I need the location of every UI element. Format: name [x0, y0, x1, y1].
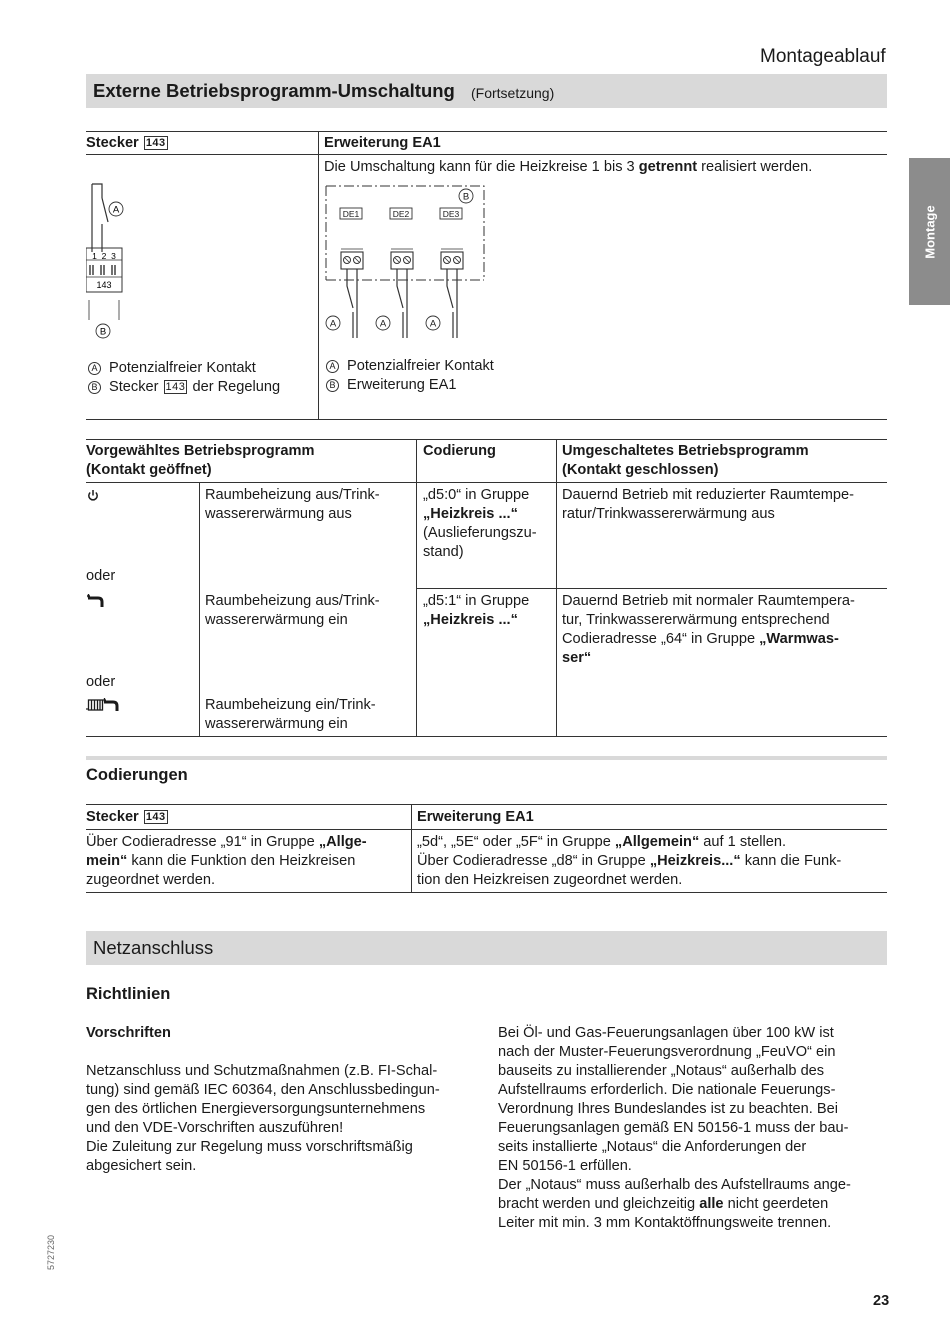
marker-a-text: A — [429, 318, 437, 330]
marker-b-icon: B — [88, 381, 101, 394]
de2-label: DE2 — [392, 209, 410, 219]
section-header: Montageablauf — [760, 46, 886, 67]
marker-b-text: B — [99, 326, 107, 338]
netzanschluss-banner — [86, 931, 887, 965]
table2-head-col1: Vorgewähltes Betriebsprogramm (Kontakt geöffnet) — [86, 443, 315, 478]
plug-number-box: 143 — [165, 381, 186, 393]
table1-right-text: Die Umschaltung kann für die Heizkreise 1 bis 3 getrennt realisiert werden. — [324, 159, 813, 175]
banner-title: Externe Betriebsprogramm-Umschaltung — [93, 80, 455, 101]
program-row-2: Raumbeheizung aus/Trink- wassererwärmung ein — [205, 593, 380, 628]
extension-ea1-diagram — [322, 180, 492, 340]
program-row-3: Raumbeheizung ein/Trink- wassererwärmung ein — [205, 697, 376, 732]
richtlinien-heading: Richtlinien — [86, 985, 171, 1003]
marker-a-text: A — [329, 318, 337, 330]
tap-icon — [87, 594, 104, 608]
plug-number-box: 143 — [145, 137, 166, 149]
side-tab-label: Montage — [922, 204, 937, 259]
result-1: Dauernd Betrieb mit reduzierter Raumtempe- ratur/Trinkwassererwärmung aus — [562, 487, 854, 522]
banner-suffix: (Fortsetzung) — [471, 85, 555, 101]
marker-a-text: A — [112, 204, 120, 216]
marker-a-icon: A — [326, 360, 339, 373]
result-2: Dauernd Betrieb mit normaler Raumtempera- tur, Trinkwassererwärmung entsprechend Codieradresse „64“ in Gruppe „Warmwas- ser“ — [562, 593, 855, 666]
coding-1: „d5:0“ in Gruppe „Heizkreis ...“ (Auslieferungszu- stand) — [423, 487, 537, 560]
legend-item: A Potenzialfreier Kontakt — [326, 357, 494, 376]
netzanschluss-title: Netzanschluss — [93, 937, 214, 958]
terminal-numbers: 1 2 3 — [92, 251, 116, 261]
program-row-1: Raumbeheizung aus/Trink- wassererwärmung aus — [205, 487, 380, 522]
netz-right-paragraph: Bei Öl- und Gas-Feuerungsanlagen über 100 kW ist nach der Muster-Feuerungsverordnung „FeuVO“ ein bauseits zu installierender „Notaus“ außerhalb des Aufstellraums erforderlich. Die nationale Feuerungs- Verordnung Ihres Bundeslandes ist zu beachten. Bei Feuerungsanlagen gemäß EN 50156-1 muss der bau- seits installierte „Notaus“ die Anforderungen der EN 50156-1 erfüllen. Der „Notaus“ muss außerhalb des Aufstellraums ange- bracht werden und gleichzeitig alle nicht geerdeten Leiter mit min. 3 mm Kontaktöffnungsweite trennen. — [498, 1025, 851, 1231]
table2-head-col3: Umgeschaltetes Betriebsprogramm (Kontakt geschlossen) — [562, 443, 809, 478]
codierungen-head-right: Erweiterung EA1 — [417, 809, 534, 825]
legend-item: A Potenzialfreier Kontakt — [88, 359, 280, 378]
plug-wiring-diagram — [86, 180, 146, 345]
legend-item: B Erweiterung EA1 — [326, 376, 494, 395]
page-number: 23 — [873, 1293, 890, 1309]
codierungen-head-left: Stecker 143 — [86, 809, 166, 825]
or-label: oder — [86, 674, 116, 690]
de1-label: DE1 — [342, 209, 360, 219]
radiator-tap-icon — [86, 698, 120, 712]
legend-left — [88, 359, 280, 397]
de3-label: DE3 — [442, 209, 460, 219]
table1-head-left: Stecker 143 — [86, 135, 166, 151]
codierungen-right-text: „5d“, „5E“ oder „5F“ in Gruppe „Allgemein“ auf 1 stellen. Über Codieradresse „d8“ in Gruppe „Heizkreis...“ kann die Funk- tion den Heizkreisen zugeordnet werden. — [417, 834, 842, 888]
table1-head-right: Erweiterung EA1 — [324, 135, 441, 151]
plug-label: 143 — [96, 280, 112, 290]
side-tab[interactable] — [909, 158, 950, 305]
coding-2: „d5:1“ in Gruppe „Heizkreis ...“ — [423, 593, 530, 628]
legend-item: B Stecker 143 der Regelung — [88, 378, 280, 397]
marker-b-text: B — [462, 191, 470, 203]
vorschriften-heading: Vorschriften — [86, 1025, 171, 1041]
marker-b-icon: B — [326, 379, 339, 392]
marker-a-icon: A — [88, 362, 101, 375]
legend-right — [326, 357, 494, 395]
plug-number-box: 143 — [145, 811, 166, 823]
codierungen-heading: Codierungen — [86, 766, 188, 784]
separator-bar — [86, 756, 887, 760]
doc-number: 5727230 — [46, 1234, 56, 1270]
codierungen-left-text: Über Codieradresse „91“ in Gruppe „Allge- mein“ kann die Funktion den Heizkreisen zugeordnet werden. — [86, 834, 367, 888]
standby-icon — [87, 489, 99, 502]
or-label: oder — [86, 568, 116, 584]
table2-head-col2: Codierung — [423, 443, 496, 459]
netz-left-paragraph: Netzanschluss und Schutzmaßnahmen (z.B. FI-Schal- tung) sind gemäß IEC 60364, den Anschlussbedingun- gen des örtlichen Energieversorgungsunternehmens und den VDE-Vorschriften auszuführen! Die Zuleitung zur Regelung muss vorschriftsmäßig abgesichert sein. — [86, 1063, 440, 1174]
marker-a-text: A — [379, 318, 387, 330]
title-banner — [86, 74, 887, 108]
